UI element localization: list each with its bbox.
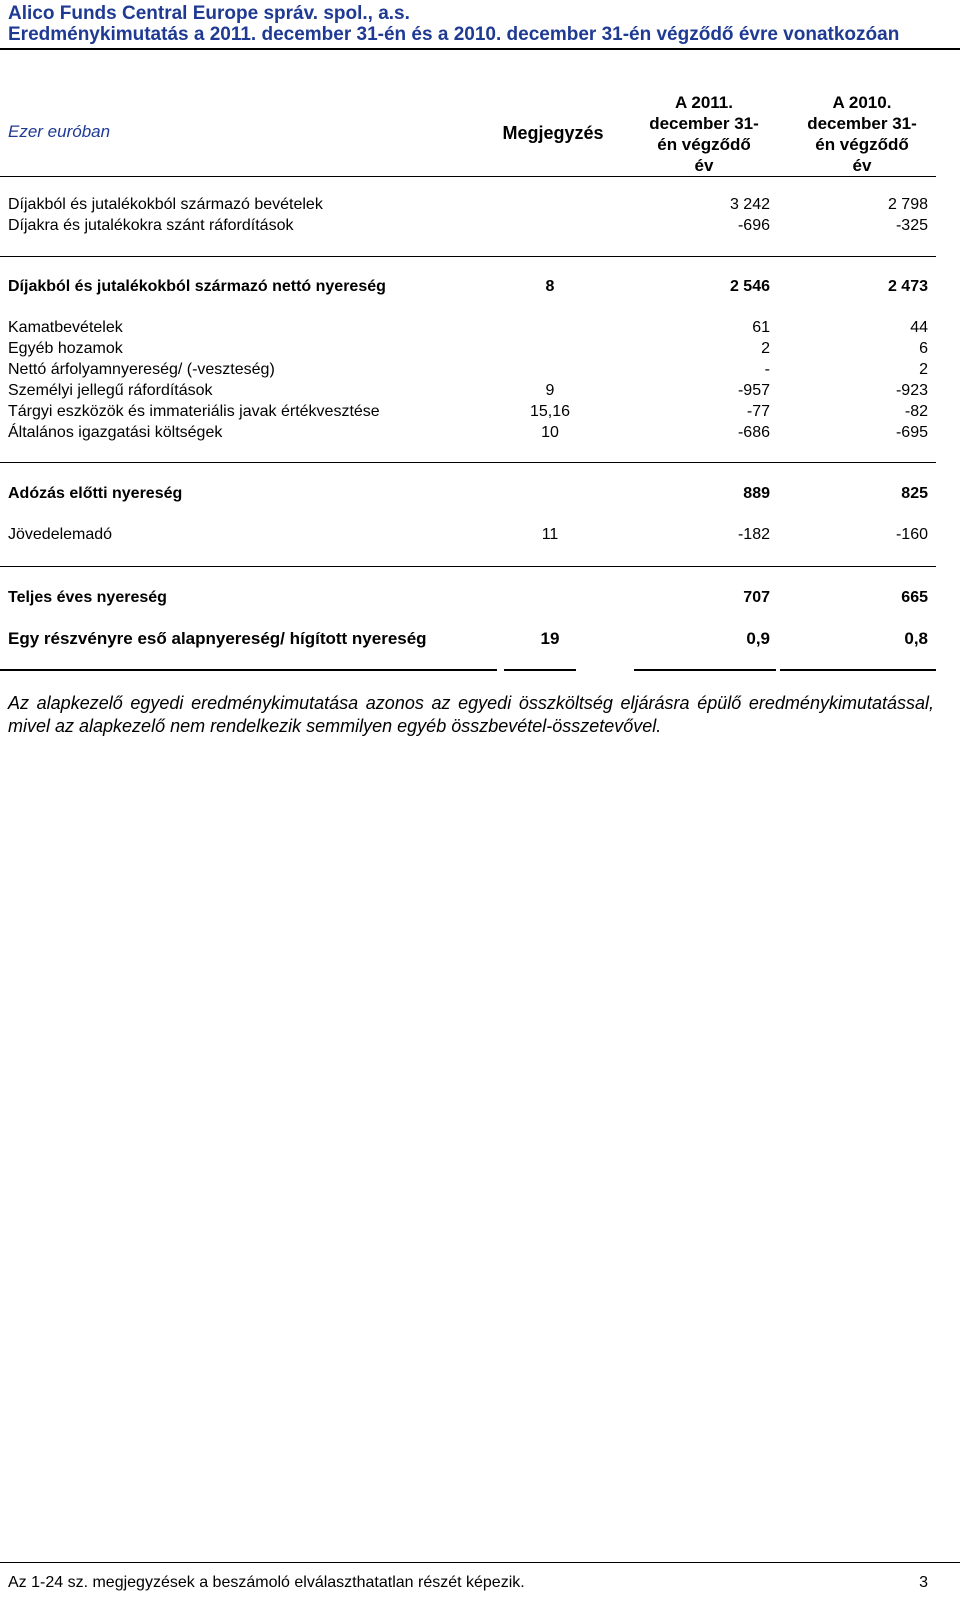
row-value-2011: -77: [746, 403, 770, 420]
table-bottom-rule: [634, 669, 776, 671]
row-value-2011: -957: [737, 382, 770, 399]
table-row-total: [0, 589, 960, 610]
row-label: Személyi jellegű ráfordítások: [8, 382, 213, 399]
row-value-2010: -325: [895, 217, 928, 234]
row-label: Teljes éves nyereség: [8, 589, 167, 606]
table-row: [0, 424, 960, 445]
page-number: 3: [919, 1574, 928, 1591]
row-value-2010: 825: [901, 485, 928, 502]
footer-divider: [0, 1562, 960, 1563]
row-value-2011: -686: [737, 424, 770, 441]
footer-text: Az 1-24 sz. megjegyzések a beszámoló elválaszthatatlan részét képezik.: [8, 1574, 525, 1591]
row-label: Egy részvényre eső alapnyereség/ hígított nyereség: [8, 629, 427, 648]
row-label: Általános igazgatási költségek: [8, 424, 223, 441]
currency-unit-label: Ezer euróban: [8, 122, 111, 141]
table-row: [0, 196, 960, 217]
row-value-2011: 61: [752, 319, 770, 336]
table-row: [0, 319, 960, 340]
row-value-2010: 44: [910, 319, 928, 336]
row-note: 9: [545, 382, 555, 399]
header-2010-line: én végződő: [815, 135, 909, 154]
row-value-2010: -923: [895, 382, 928, 399]
row-note: 8: [545, 278, 555, 295]
table-bottom-rule: [504, 669, 576, 671]
row-value-2010: 2 798: [887, 196, 928, 213]
company-title: Alico Funds Central Europe správ. spol., a.s.: [8, 3, 410, 24]
row-value-2010: 2: [919, 361, 928, 378]
section-divider: [0, 462, 936, 463]
row-label: Díjakra és jutalékokra szánt ráfordítások: [8, 217, 294, 234]
table-row: [0, 403, 960, 424]
row-label: Díjakból és jutalékokból származó nettó nyereség: [8, 278, 386, 295]
table-row: [0, 217, 960, 238]
row-value-2011: 0,9: [746, 629, 770, 648]
table-row-subtotal: [0, 485, 960, 506]
row-label: Jövedelemadó: [8, 526, 113, 543]
header-2010-line: december 31-: [807, 114, 917, 133]
row-label: Kamatbevételek: [8, 319, 123, 336]
title-divider: [0, 48, 960, 50]
row-label: Díjakból és jutalékokból származó bevételek: [8, 196, 323, 213]
row-label: Tárgyi eszközök és immateriális javak értékvesztése: [8, 403, 380, 420]
column-header-2010: [792, 92, 932, 176]
row-value-2010: 0,8: [904, 629, 928, 648]
row-note: 15,16: [529, 403, 571, 420]
row-value-2010: 6: [919, 340, 928, 357]
row-value-2011: 889: [743, 485, 770, 502]
row-label: Adózás előtti nyereség: [8, 485, 183, 502]
section-divider: [0, 566, 936, 567]
explanatory-note: Az alapkezelő egyedi eredménykimutatása azonos az egyedi összköltség eljárásra épülő eredménykimutatással, mivel az alapkezelő nem rendelkezik semmilyen egyéb összbevétel-összetevővel.: [8, 693, 934, 736]
header-2011-line: év: [694, 156, 714, 175]
row-value-2011: -696: [737, 217, 770, 234]
row-value-2010: 665: [901, 589, 928, 606]
table-row: [0, 340, 960, 361]
row-value-2010: 2 473: [887, 278, 928, 295]
table-bottom-rule: [780, 669, 936, 671]
table-row: [0, 382, 960, 403]
header-2010-line: A 2010.: [832, 93, 892, 112]
row-label: Nettó árfolyamnyereség/ (-veszteség): [8, 361, 275, 378]
table-row-subtotal: [0, 278, 960, 299]
header-2010-line: év: [852, 156, 872, 175]
header-2011-line: A 2011.: [675, 93, 733, 112]
row-note: 11: [541, 526, 559, 543]
row-value-2011: -: [764, 361, 770, 378]
note-column-header: Megjegyzés: [502, 123, 604, 143]
row-value-2010: -695: [895, 424, 928, 441]
row-note: 19: [540, 629, 560, 648]
row-value-2011: 3 242: [729, 196, 770, 213]
header-2011-line: december 31-: [649, 114, 759, 133]
row-value-2011: 2 546: [729, 278, 770, 295]
row-value-2011: 707: [743, 589, 770, 606]
row-value-2010: -82: [904, 403, 928, 420]
statement-title: Eredménykimutatás a 2011. december 31-én és a 2010. december 31-én végződő évre vonatkozóan: [8, 24, 900, 45]
table-row: [0, 526, 960, 547]
column-header-2011: [634, 92, 774, 176]
table-row-eps: [0, 629, 960, 650]
header-2011-line: én végződő: [657, 135, 751, 154]
row-note: 10: [541, 424, 559, 441]
row-label: Egyéb hozamok: [8, 340, 123, 357]
row-value-2011: 2: [761, 340, 770, 357]
table-row: [0, 361, 960, 382]
table-bottom-rule: [0, 669, 497, 671]
header-divider: [0, 176, 936, 177]
section-divider: [0, 256, 936, 257]
row-value-2010: -160: [895, 526, 928, 543]
row-value-2011: -182: [737, 526, 770, 543]
